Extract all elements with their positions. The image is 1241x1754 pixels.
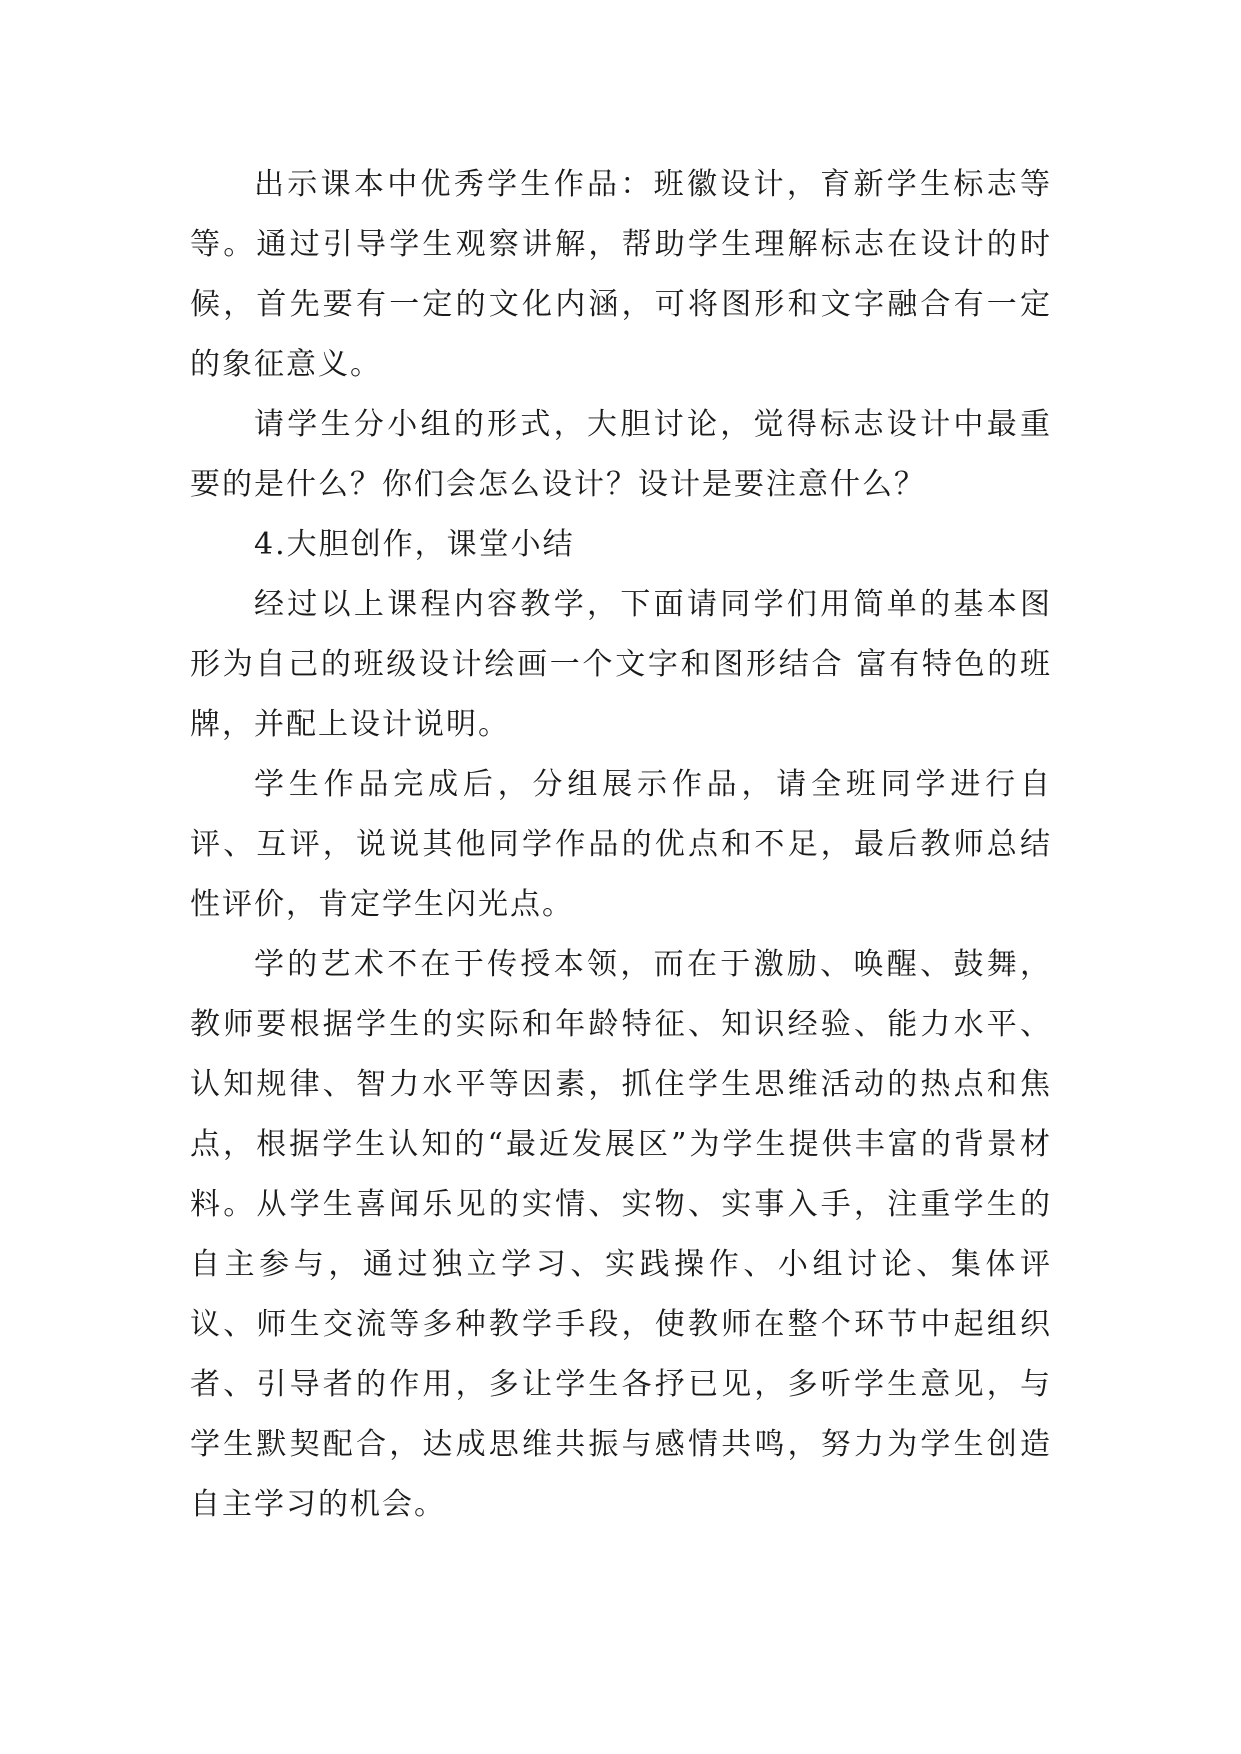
paragraph-student-works: 出示课本中优秀学生作品：班徽设计，育新学生标志等等。通过引导学生观察讲解，帮助学生理解标志在设计的时候，首先要有一定的文化内涵，可将图形和文字融合有一定的象征意义。 bbox=[190, 167, 1052, 382]
document-body bbox=[190, 155, 1052, 1535]
paragraph-evaluation: 学生作品完成后，分组展示作品，请全班同学进行自评、互评，说说其他同学作品的优点和不足，最后教师总结性评价，肯定学生闪光点。 bbox=[190, 767, 1052, 922]
paragraph-section-heading: 4.大胆创作，课堂小结 bbox=[254, 527, 575, 562]
paragraph-creation-task: 经过以上课程内容教学，下面请同学们用简单的基本图形为自己的班级设计绘画一个文字和图形结合 富有特色的班牌，并配上设计说明。 bbox=[190, 587, 1052, 742]
paragraph-teaching-reflection: 学的艺术不在于传授本领，而在于激励、唤醒、鼓舞，教师要根据学生的实际和年龄特征、知识经验、能力水平、认知规律、智力水平等因素，抓住学生思维活动的热点和焦点，根据学生认知的“最近发展区”为学生提供丰富的背景材料。从学生喜闻乐见的实情、实物、实事入手，注重学生的自主参与，通过独立学习、实践操作、小组讨论、集体评议、师生交流等多种教学手段，使教师在整个环节中起组织者、引导者的作用，多让学生各抒已见，多听学生意见，与学生默契配合，达成思维共振与感情共鸣，努力为学生创造自主学习的机会。 bbox=[190, 947, 1052, 1522]
paragraph-group-discussion: 请学生分小组的形式，大胆讨论，觉得标志设计中最重要的是什么？你们会怎么设计？设计是要注意什么？ bbox=[190, 407, 1052, 502]
